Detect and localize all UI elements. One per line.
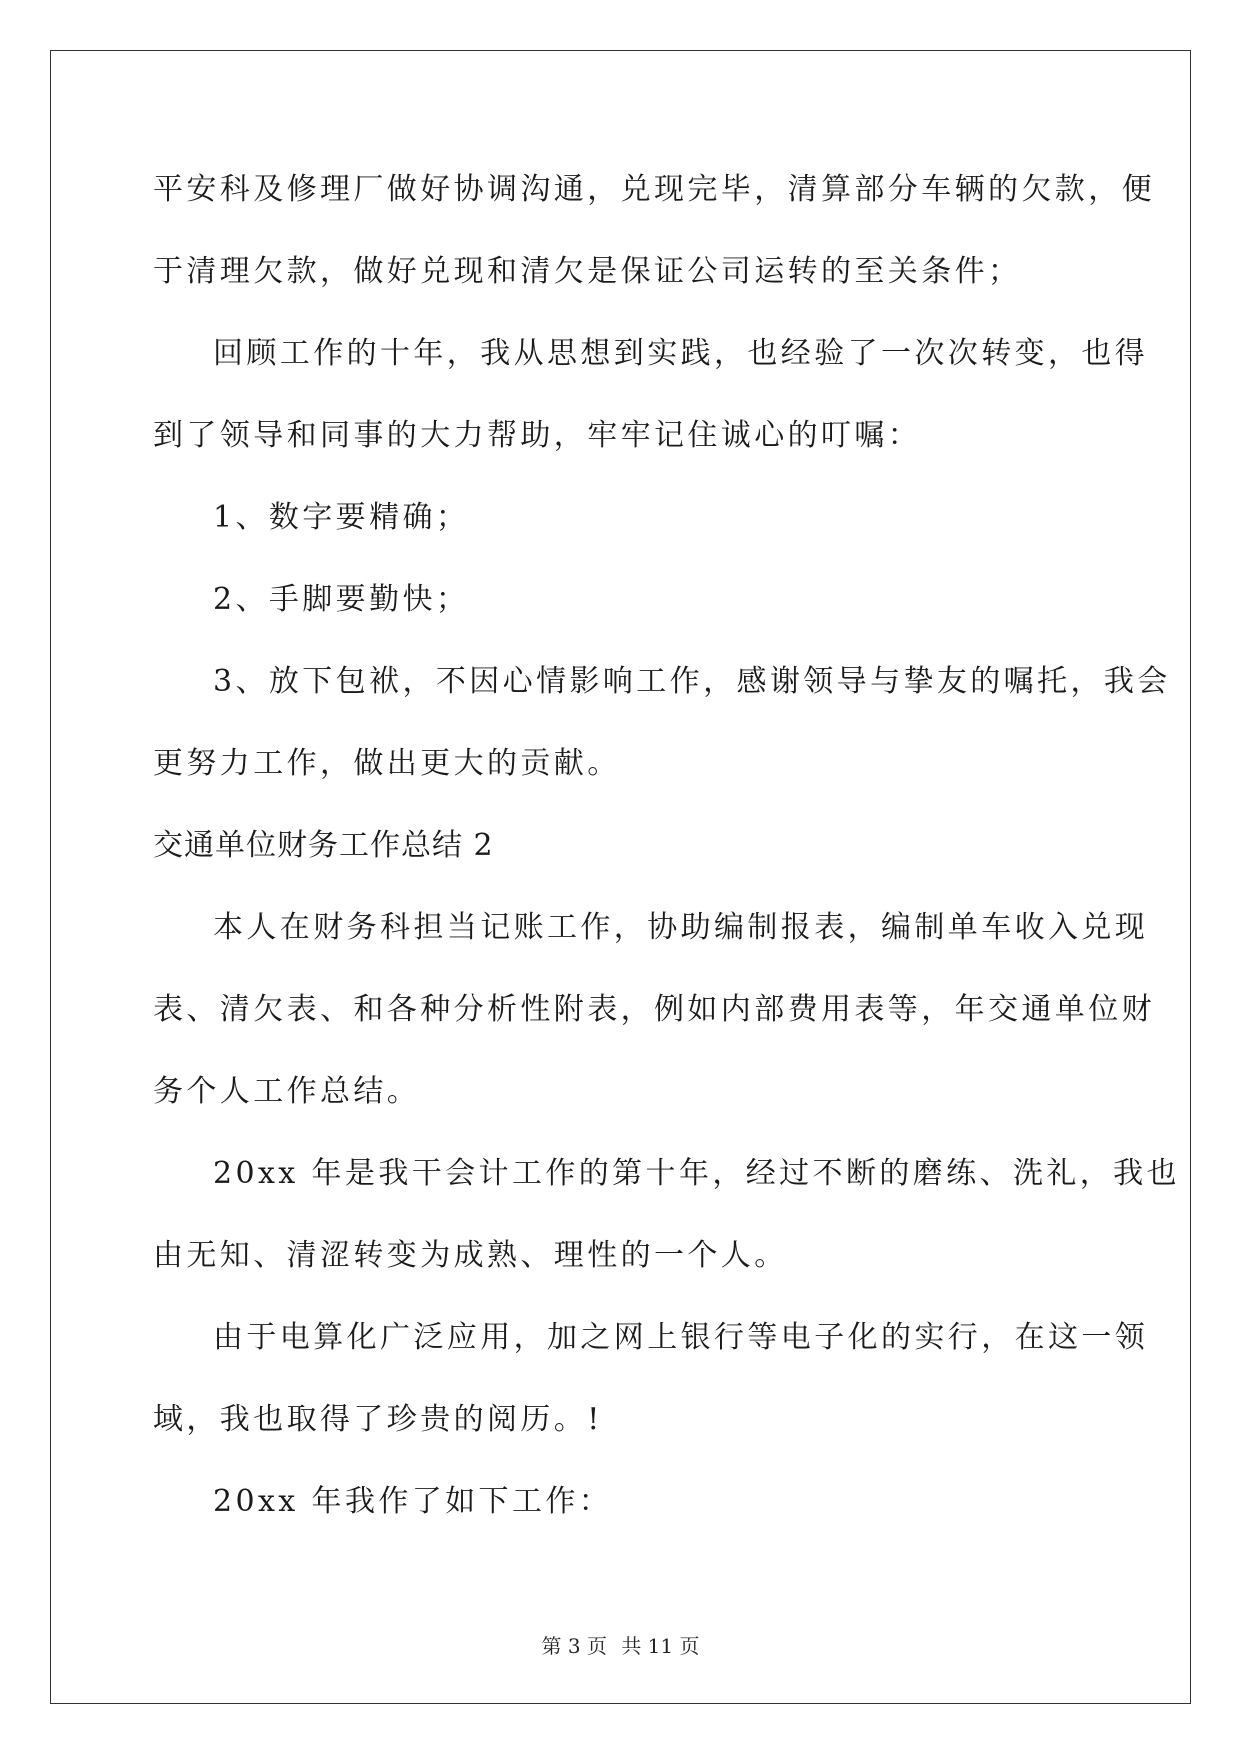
document-body bbox=[153, 163, 1180, 1557]
text-line: 域，我也取得了珍贵的阅历。! bbox=[153, 1402, 603, 1437]
text-line: 务个人工作总结。 bbox=[153, 1074, 421, 1109]
text-line: 回顾工作的十年，我从思想到实践，也经验了一次次转变，也得 bbox=[213, 336, 1149, 371]
list-item: 3、放下包袱，不因心情影响工作，感谢领导与挚友的嘱托，我会 bbox=[213, 664, 1171, 699]
page-number: 第 3 页 bbox=[541, 1634, 607, 1658]
text-line: 平安科及修理厂做好协调沟通，兑现完毕，清算部分车辆的欠款，便 bbox=[153, 172, 1155, 207]
text-line: 由无知、清涩转变为成熟、理性的一个人。 bbox=[153, 1238, 788, 1273]
list-item: 1、数字要精确； bbox=[213, 500, 470, 535]
text-line: 由于电算化广泛应用，加之网上银行等电子化的实行，在这一领 bbox=[213, 1320, 1149, 1355]
text-line: 到了领导和同事的大力帮助，牢牢记住诚心的叮嘱： bbox=[153, 418, 922, 453]
text-line: 20xx 年是我干会计工作的第十年，经过不断的磨练、洗礼，我也 bbox=[213, 1156, 1180, 1191]
list-item: 2、手脚要勤快； bbox=[213, 582, 470, 617]
section-heading: 交通单位财务工作总结 2 bbox=[153, 828, 494, 863]
text-line: 本人在财务科担当记账工作，协助编制报表，编制单车收入兑现 bbox=[213, 910, 1149, 945]
text-line: 表、清欠表、和各种分析性附表，例如内部费用表等，年交通单位财 bbox=[153, 992, 1155, 1027]
text-line: 更努力工作，做出更大的贡献。 bbox=[153, 746, 621, 781]
page-total: 共 11 页 bbox=[621, 1634, 700, 1658]
text-line: 于清理欠款，做好兑现和清欠是保证公司运转的至关条件； bbox=[153, 254, 1022, 289]
text-line: 20xx 年我作了如下工作： bbox=[213, 1484, 613, 1519]
page-footer bbox=[0, 1630, 1241, 1659]
